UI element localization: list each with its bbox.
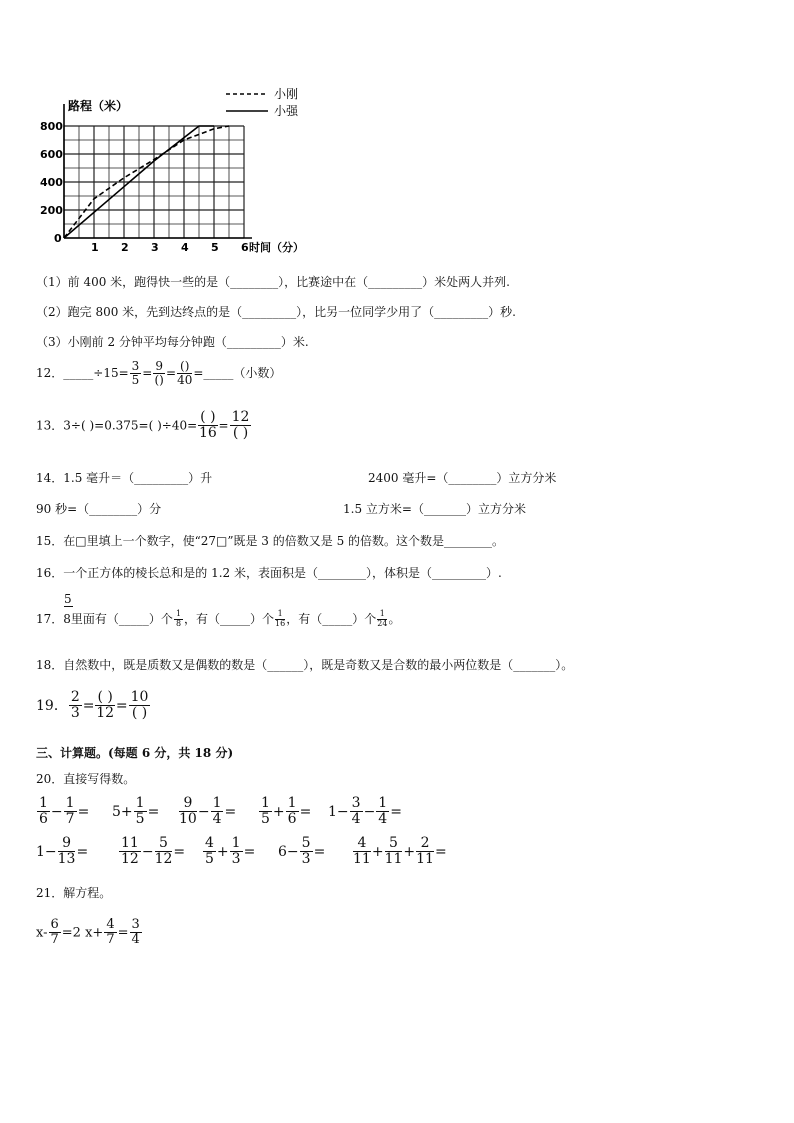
calc-item: $\frac{4}{5}$ + $\frac{1}{3}$ = [205,835,256,868]
fraction: $\frac{5}{3}$ [301,835,311,868]
fraction: $\frac{1}{4}$ [378,795,388,828]
q14-line1-left: 14．1.5 毫升＝（_________）升 [36,471,213,485]
fraction: $\frac{9}{13}$ [57,835,76,868]
fraction: $\frac{1}{7}$ [65,795,75,828]
calc-item: $\frac{9}{10}$ − $\frac{1}{4}$ = [179,795,237,828]
q14-line2-left: 90 秒=（________）分 [36,502,162,516]
calc-item: 1− $\frac{9}{13}$ = [36,835,89,868]
fraction: $\frac{1}{5}$ [135,795,145,828]
fraction: $\frac{2}{11}$ [416,835,434,868]
q11-part3: （3）小刚前 2 分钟平均每分钟跑（_________）米. [36,335,309,349]
y-tick-label: 600 [40,148,63,161]
y-tick-label: 200 [40,204,63,217]
x-tick-label: 6 [241,241,249,254]
fraction: $\frac{4}{5}$ [205,835,214,868]
calc-item: $\frac{11}{12}$ − $\frac{5}{12}$ = [121,835,186,868]
fraction: $\frac{4}{11}$ [353,835,371,868]
fraction: $\frac{1}{6}$ [287,795,297,828]
chart-grid [64,126,244,238]
legend-label: 小刚 [274,87,299,101]
question-19: 19． $\frac{2}{3}$ = $\frac{( )}{12}$ = $\frac{10}{( )}$ [36,689,149,722]
y-tick-label: 400 [40,176,63,189]
y-axis-label: 路程（米） [68,99,129,113]
question-12: 12．_____÷15= $\frac{3}{5}$ = $\frac{9}{()}$ = $\frac{()}{40}$ =_____（小数） [36,359,282,388]
q11-part2: （2）跑完 800 米，先到达终点的是（_________），比另一位同学少用了（_________）秒. [36,305,516,319]
q17-numerator: 5 [64,592,72,606]
equation-21: x- $\frac{6}{7}$ =2 x+ $\frac{4}{7}$ = $\frac{3}{4}$ [36,917,140,948]
question-16: 16．一个正方体的棱长总和是的 1.2 米，表面积是（________），体积是（_________）. [36,566,502,580]
calc-item: 6− $\frac{5}{3}$ = [278,835,326,868]
question-21: 21．解方程。 [36,886,112,900]
fraction: $\frac{9}{10}$ [179,795,197,828]
y-tick-label: 800 [40,120,63,133]
calc-item: $\frac{1}{5}$ + $\frac{1}{6}$ = [261,795,312,828]
fraction: $\frac{5}{12}$ [154,835,173,868]
calc-item: $\frac{1}{6}$ − $\frac{1}{7}$ = [39,795,90,828]
fraction: $\frac{1}{3}$ [231,835,241,868]
section-3-heading: 三、计算题。(每题 6 分，共 18 分) [36,746,234,760]
x-tick-label: 1 [91,241,99,254]
fraction: $\frac{1}{5}$ [261,795,270,828]
fraction: $\frac{1}{6}$ [39,795,48,828]
calc-item: 1− $\frac{3}{4}$ − $\frac{1}{4}$ = [328,795,402,828]
legend-label: 小强 [274,104,299,118]
x-tick-label: 5 [211,241,219,254]
x-axis-label: 时间（分） [249,241,304,254]
question-13: 13．3÷( )=0.375=( )÷40= $\frac{( )}{16}$ = $\frac{12}{( )}$ [36,409,250,442]
x-tick-label: 3 [151,241,159,254]
calc-item: $\frac{4}{11}$ + $\frac{5}{11}$ + $\frac{2}{11}$ = [353,835,447,868]
q14-line2-right: 1.5 立方米=（_______）立方分米 [343,502,526,516]
q17-fraction-bar [64,606,73,607]
x-tick-label: 2 [121,241,129,254]
question-18: 18．自然数中，既是质数又是偶数的数是（______），既是奇数又是合数的最小两位数是（_______）。 [36,658,574,672]
origin-label: 0 [54,232,62,245]
fraction: $\frac{5}{11}$ [384,835,403,868]
question-20: 20．直接写得数。 [36,772,136,786]
calc-item: 5+ $\frac{1}{5}$ = [112,795,160,828]
question-17: 17．8里面有（_____）个 $\frac{1}{8}$ ，有（_____）个 $\frac{1}{16}$ ，有（_____）个 $\frac{1}{24}$ 。 [36,609,401,628]
q14-line1-right: 2400 毫升=（________）立方分米 [368,471,557,485]
x-tick-label: 4 [181,241,189,254]
distance-time-chart [28,82,328,262]
q11-part1: （1）前 400 米，跑得快一些的是（________），比赛途中在（_________）米处两人并列. [36,275,510,289]
question-15: 15．在□里填上一个数字，使“27□”既是 3 的倍数又是 5 的倍数。这个数是________。 [36,534,505,548]
fraction: $\frac{11}{12}$ [121,835,139,868]
fraction: $\frac{1}{4}$ [212,795,222,828]
chart-legend [226,86,299,118]
fraction: $\frac{3}{4}$ [351,795,361,828]
